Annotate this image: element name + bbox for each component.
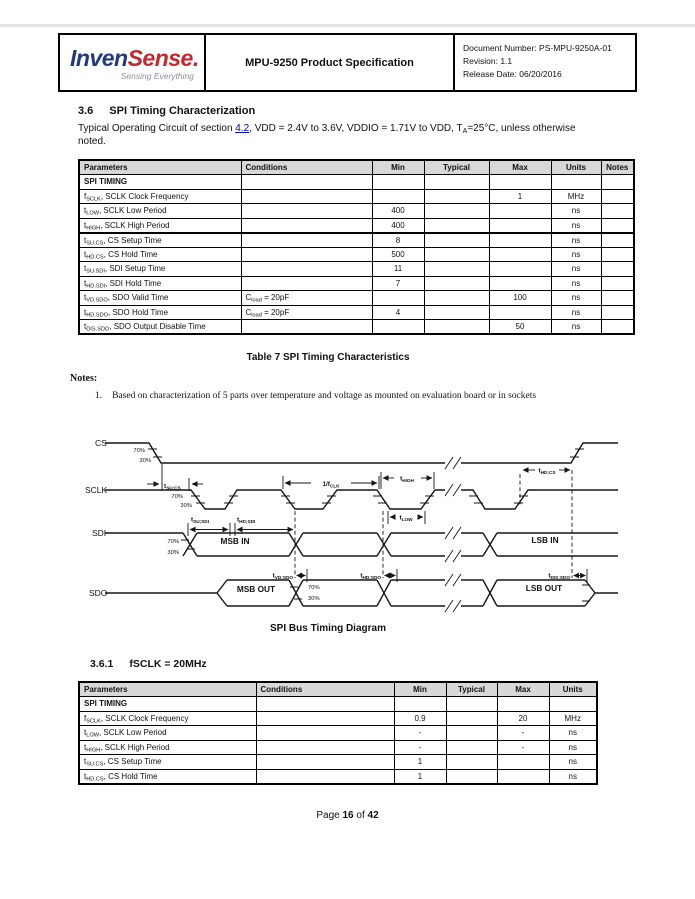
msb-out-label: MSB OUT <box>236 584 276 594</box>
units-cell: ns <box>551 262 601 277</box>
thdcs-label: $t_{HD;CS}$ <box>538 467 556 475</box>
units-cell: ns <box>551 247 601 262</box>
conditions-cell <box>241 204 372 219</box>
conditions-cell <box>256 740 394 755</box>
sdo-70pct-label: 70% <box>308 585 320 591</box>
col-header-typical: Typical <box>424 160 489 175</box>
page-header <box>58 33 637 92</box>
table-row <box>79 726 597 741</box>
section-title: fSCLK = 20MHz <box>129 658 207 670</box>
parameter-cell: $t_{HIGH}$, SCLK High Period <box>79 740 256 755</box>
notes-heading: Notes: <box>70 373 98 384</box>
units-cell: ns <box>551 218 601 233</box>
group-row <box>79 697 597 712</box>
sclk-signal-label: SCLK <box>85 485 108 495</box>
table7-caption: Table 7 SPI Timing Characteristics <box>246 352 410 363</box>
notes-cell <box>601 320 634 335</box>
max-cell <box>489 204 551 219</box>
spi-timing-20mhz-table <box>78 681 598 785</box>
typ-cell <box>424 291 489 306</box>
typ-cell <box>446 711 497 726</box>
typ-cell <box>424 233 489 248</box>
notes-cell <box>601 218 634 233</box>
parameter-cell: $t_{HD.CS}$, CS Hold Time <box>79 247 241 262</box>
table-row <box>79 711 597 726</box>
note-item <box>95 391 615 401</box>
units-cell: ns <box>551 204 601 219</box>
max-cell: 100 <box>489 291 551 306</box>
section-4-2-link[interactable]: 4.2 <box>235 123 250 134</box>
parameter-cell: $t_{SU.CS}$, CS Setup Time <box>79 755 256 770</box>
typ-cell <box>424 276 489 291</box>
typ-cell <box>424 262 489 277</box>
typ-cell <box>424 218 489 233</box>
min-cell <box>372 320 424 335</box>
min-cell: 7 <box>372 276 424 291</box>
typ-cell <box>424 305 489 320</box>
notes-cell <box>601 262 634 277</box>
sdo-signal-label: SDO <box>89 588 108 598</box>
typ-cell <box>424 247 489 262</box>
table-row <box>79 291 634 306</box>
units-cell: ns <box>551 320 601 335</box>
parameter-cell: $t_{DIS.SDO}$, SDO Output Disable Time <box>79 320 241 335</box>
typ-cell <box>446 726 497 741</box>
conditions-cell <box>241 320 372 335</box>
min-cell <box>372 189 424 204</box>
cs-waveform <box>105 443 618 463</box>
lsb-out-label: LSB OUT <box>525 583 563 593</box>
parameter-cell: $t_{VD.SDO}$, SDO Valid Time <box>79 291 241 306</box>
section-title: SPI Timing Characterization <box>109 105 256 117</box>
document-revision: Revision: 1.1 <box>463 56 513 67</box>
group-label: SPI TIMING <box>79 697 256 712</box>
sclk-70pct-label: 70% <box>171 494 183 500</box>
table-row <box>79 262 634 277</box>
sdo-break-marks <box>445 574 461 612</box>
fclk-label: $1/f_{CLK}$ <box>322 481 340 489</box>
parameter-cell: $t_{LOW}$, SCLK Low Period <box>79 204 241 219</box>
notes-cell <box>601 276 634 291</box>
min-cell: 400 <box>372 204 424 219</box>
table-header-row <box>79 682 597 697</box>
col-header-notes: Notes <box>601 160 634 175</box>
max-cell <box>489 233 551 248</box>
conditions-cell <box>241 189 372 204</box>
note-text: Based on characterization of 5 parts over temperature and voltage as mounted on evaluation board or in sockets <box>112 391 537 401</box>
conditions-cell <box>241 276 372 291</box>
notes-cell <box>601 305 634 320</box>
max-cell <box>489 218 551 233</box>
parameter-cell: $f_{SCLK}$, SCLK Clock Frequency <box>79 711 256 726</box>
notes-cell <box>601 233 634 248</box>
tdissdo-label: $t_{DIS;SDO}$ <box>548 572 570 580</box>
notes-cell <box>601 189 634 204</box>
units-cell: ns <box>549 769 597 784</box>
sdi-30pct-label: 30% <box>167 550 179 556</box>
parameter-cell: $t_{HIGH}$, SCLK High Period <box>79 218 241 233</box>
max-cell <box>489 305 551 320</box>
invensense-logo <box>60 35 206 90</box>
units-cell: ns <box>551 291 601 306</box>
typ-cell <box>424 320 489 335</box>
table-row <box>79 189 634 204</box>
max-cell <box>489 276 551 291</box>
units-cell: ns <box>549 755 597 770</box>
typ-cell <box>446 740 497 755</box>
parameter-cell: $t_{HD.CS}$, CS Hold Time <box>79 769 256 784</box>
max-cell <box>497 755 549 770</box>
thdcs-guide-lines <box>520 467 572 578</box>
document-number: Document Number: PS-MPU-9250A-01 <box>463 43 612 53</box>
units-cell: ns <box>551 276 601 291</box>
min-cell: 400 <box>372 218 424 233</box>
table-row <box>79 320 634 335</box>
table-row <box>79 740 597 755</box>
max-cell: 20 <box>497 711 549 726</box>
min-cell: 4 <box>372 305 424 320</box>
sdi-break-marks <box>445 527 461 562</box>
col-header-parameters: Parameters <box>79 160 241 175</box>
section-3-6-heading <box>78 105 255 117</box>
col-header-typical: Typical <box>446 682 497 697</box>
col-header-max: Max <box>489 160 551 175</box>
col-header-max: Max <box>497 682 549 697</box>
max-cell <box>497 769 549 784</box>
document-release-date: Release Date: 06/20/2016 <box>463 69 562 80</box>
min-cell: 1 <box>394 755 446 770</box>
max-cell <box>489 262 551 277</box>
parameter-cell: $t_{LOW}$, SCLK Low Period <box>79 726 256 741</box>
section-number: 3.6 <box>78 105 94 117</box>
thigh-label: $t_{HIGH}$ <box>400 475 414 483</box>
units-cell: MHz <box>551 189 601 204</box>
notes-cell <box>601 247 634 262</box>
table-row <box>79 276 634 291</box>
typ-cell <box>446 769 497 784</box>
sdi-signal-label: SDI <box>92 528 107 538</box>
min-cell: 500 <box>372 247 424 262</box>
note-number: 1. <box>95 391 103 401</box>
min-cell <box>372 291 424 306</box>
parameter-cell: $t_{HD.SDI}$, SDI Hold Time <box>79 276 241 291</box>
parameter-cell: $f_{SCLK}$, SCLK Clock Frequency <box>79 189 241 204</box>
min-cell: - <box>394 726 446 741</box>
conditions-cell <box>256 711 394 726</box>
col-header-units: Units <box>549 682 597 697</box>
max-cell: 50 <box>489 320 551 335</box>
table-row <box>79 247 634 262</box>
min-cell: - <box>394 740 446 755</box>
max-cell <box>489 247 551 262</box>
sclk-break-mark <box>445 484 461 496</box>
lsb-in-label: LSB IN <box>531 535 559 545</box>
section-number: 3.6.1 <box>90 658 114 670</box>
table-row <box>79 755 597 770</box>
intro-paragraph: Typical Operating Circuit of section 4.2, VDD = 2.4V to 3.6V, VDDIO = 1.71V to VDD, $T_A=25^\circ C$, unless otherwise noted. <box>78 123 576 148</box>
typ-cell <box>424 204 489 219</box>
page-footer: Page 16 of 42 <box>316 810 379 821</box>
page-number: 16 <box>342 810 354 821</box>
table-row <box>79 233 634 248</box>
conditions-cell <box>241 233 372 248</box>
conditions-cell <box>241 247 372 262</box>
conditions-cell <box>241 218 372 233</box>
table-row <box>79 204 634 219</box>
col-header-parameters: Parameters <box>79 682 256 697</box>
units-cell: ns <box>551 233 601 248</box>
cs-70pct-label: 70% <box>133 448 145 454</box>
page-total: 42 <box>367 810 379 821</box>
units-cell: ns <box>549 740 597 755</box>
max-cell: - <box>497 740 549 755</box>
conditions-cell <box>256 755 394 770</box>
table-row <box>79 769 597 784</box>
tvdsdo-label: $t_{VD;SDO}$ <box>272 572 293 580</box>
col-header-conditions: Conditions <box>256 682 394 697</box>
parameter-cell: $t_{HD.SDO}$, SDO Hold Time <box>79 305 241 320</box>
cs-30pct-label: 30% <box>139 458 151 464</box>
conditions-cell <box>241 262 372 277</box>
spi-timing-table <box>78 159 635 335</box>
parameter-cell: $t_{SU.CS}$, CS Setup Time <box>79 233 241 248</box>
tsusdi-label: $t_{SU;SDI}$ <box>191 516 209 524</box>
section-3-6-1-heading <box>90 658 207 670</box>
conditions-cell: $C_{load} = 20pF$ <box>241 291 372 306</box>
notes-cell <box>601 204 634 219</box>
group-label: SPI TIMING <box>79 175 241 190</box>
group-row <box>79 175 634 190</box>
document-title: MPU-9250 Product Specification <box>206 35 455 90</box>
conditions-cell <box>256 726 394 741</box>
logo-wordmark: InvenSense. <box>70 44 199 71</box>
cs-signal-label: CS <box>95 438 107 448</box>
min-cell: 0.9 <box>394 711 446 726</box>
document-info <box>455 35 635 90</box>
col-header-min: Min <box>394 682 446 697</box>
msb-in-label: MSB IN <box>220 536 250 546</box>
typ-cell <box>446 755 497 770</box>
typ-cell <box>424 189 489 204</box>
units-cell: ns <box>551 305 601 320</box>
units-cell: MHz <box>549 711 597 726</box>
max-cell: 1 <box>489 189 551 204</box>
col-header-min: Min <box>372 160 424 175</box>
parameter-cell: $t_{SU.SDI}$, SDI Setup Time <box>79 262 241 277</box>
conditions-cell: $C_{load} = 20pF$ <box>241 305 372 320</box>
tlow-label: $t_{LOW}$ <box>399 514 413 522</box>
table-row <box>79 218 634 233</box>
max-cell: - <box>497 726 549 741</box>
sdi-70pct-label: 70% <box>167 539 179 545</box>
conditions-cell <box>256 769 394 784</box>
spi-timing-diagram <box>85 428 670 618</box>
logo-tagline: Sensing Everything <box>120 70 194 81</box>
table-header-row <box>79 160 634 175</box>
min-cell: 8 <box>372 233 424 248</box>
table-row <box>79 305 634 320</box>
units-cell: ns <box>549 726 597 741</box>
notes-cell <box>601 291 634 306</box>
col-header-conditions: Conditions <box>241 160 372 175</box>
sclk-30pct-label: 30% <box>180 503 192 509</box>
page-top-rule <box>0 24 695 27</box>
cs-edge-ticks <box>148 449 584 457</box>
min-cell: 1 <box>394 769 446 784</box>
sdo-30pct-label: 30% <box>308 596 320 602</box>
thdsdi-label: $t_{HD;SDI}$ <box>237 516 256 524</box>
col-header-units: Units <box>551 160 601 175</box>
cs-break-mark <box>445 457 461 469</box>
tsucs-label: $t_{SU;CS}$ <box>164 483 181 491</box>
thdsdo-label: $t_{HD;SDO}$ <box>360 572 381 580</box>
diagram-caption: SPI Bus Timing Diagram <box>270 623 386 634</box>
min-cell: 11 <box>372 262 424 277</box>
